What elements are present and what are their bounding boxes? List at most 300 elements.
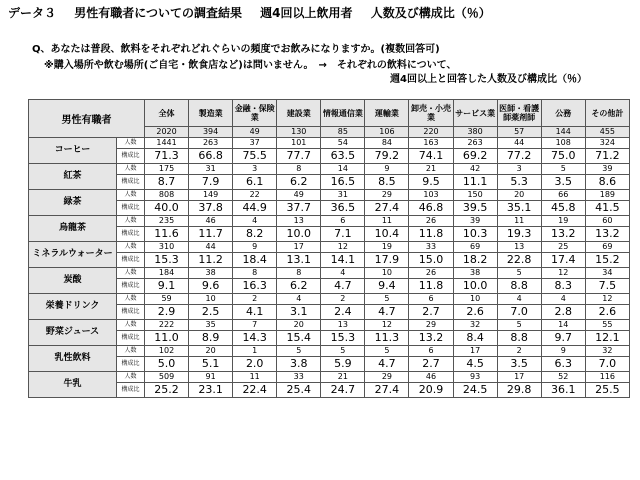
pct-cell: 2.7 <box>409 305 453 320</box>
pct-cell: 3.1 <box>277 305 321 320</box>
pct-label: 構成比 <box>117 149 145 164</box>
count-cell: 4 <box>541 294 585 305</box>
question-line-1: Q、あなたは普段、飲料をそれぞれどれぐらいの頻度でお飲みになりますか。(複数回答可) <box>32 44 440 55</box>
total-cell: 394 <box>189 127 233 138</box>
count-cell: 39 <box>585 164 629 175</box>
total-cell: 57 <box>497 127 541 138</box>
table-row <box>29 383 630 398</box>
table-row <box>29 305 630 320</box>
count-cell: 6 <box>321 216 365 227</box>
count-cell: 17 <box>453 346 497 357</box>
pct-cell: 63.5 <box>321 149 365 164</box>
count-cell: 9 <box>365 164 409 175</box>
pct-label: 構成比 <box>117 305 145 320</box>
column-header: 医師・看護師薬剤師 <box>497 100 541 127</box>
table-row <box>29 242 630 253</box>
count-cell: 32 <box>453 320 497 331</box>
pct-cell: 13.2 <box>585 227 629 242</box>
table-row <box>29 190 630 201</box>
column-header: 運輸業 <box>365 100 409 127</box>
pct-cell: 37.8 <box>189 201 233 216</box>
pct-cell: 8.7 <box>145 175 189 190</box>
pct-cell: 22.4 <box>233 383 277 398</box>
count-label: 人数 <box>117 164 145 175</box>
pct-cell: 36.1 <box>541 383 585 398</box>
count-cell: 2 <box>233 294 277 305</box>
count-label: 人数 <box>117 294 145 305</box>
title-unit: 人数及び構成比（％） <box>370 6 491 20</box>
count-cell: 46 <box>409 372 453 383</box>
count-label: 人数 <box>117 138 145 149</box>
count-cell: 93 <box>453 372 497 383</box>
pct-cell: 7.0 <box>585 357 629 372</box>
pct-cell: 7.5 <box>585 279 629 294</box>
pct-cell: 15.3 <box>145 253 189 268</box>
table-row <box>29 294 630 305</box>
count-cell: 26 <box>409 268 453 279</box>
pct-cell: 4.7 <box>365 305 409 320</box>
count-cell: 10 <box>453 294 497 305</box>
count-cell: 17 <box>497 372 541 383</box>
count-cell: 1441 <box>145 138 189 149</box>
count-cell: 12 <box>585 294 629 305</box>
pct-cell: 8.3 <box>541 279 585 294</box>
count-cell: 14 <box>321 164 365 175</box>
count-cell: 13 <box>321 320 365 331</box>
column-header: 金融・保険業 <box>233 100 277 127</box>
column-header: 公務 <box>541 100 585 127</box>
table-row <box>29 175 630 190</box>
count-cell: 32 <box>585 346 629 357</box>
beverage-name: 烏龍茶 <box>29 216 117 242</box>
count-cell: 4 <box>277 294 321 305</box>
count-cell: 5 <box>497 320 541 331</box>
count-cell: 310 <box>145 242 189 253</box>
pct-cell: 8.9 <box>189 331 233 346</box>
count-cell: 108 <box>541 138 585 149</box>
table-row <box>29 268 630 279</box>
count-cell: 39 <box>453 216 497 227</box>
pct-cell: 5.0 <box>145 357 189 372</box>
pct-cell: 71.3 <box>145 149 189 164</box>
count-cell: 91 <box>189 372 233 383</box>
count-cell: 54 <box>321 138 365 149</box>
count-cell: 33 <box>409 242 453 253</box>
total-cell: 106 <box>365 127 409 138</box>
count-cell: 60 <box>585 216 629 227</box>
count-cell: 13 <box>497 242 541 253</box>
count-cell: 10 <box>189 294 233 305</box>
pct-cell: 36.5 <box>321 201 365 216</box>
count-cell: 11 <box>233 372 277 383</box>
pct-cell: 17.9 <box>365 253 409 268</box>
count-cell: 8 <box>277 268 321 279</box>
count-cell: 163 <box>409 138 453 149</box>
count-cell: 29 <box>409 320 453 331</box>
pct-cell: 45.8 <box>541 201 585 216</box>
results-table <box>28 99 630 398</box>
pct-cell: 3.5 <box>541 175 585 190</box>
pct-cell: 40.0 <box>145 201 189 216</box>
count-cell: 103 <box>409 190 453 201</box>
pct-cell: 24.5 <box>453 383 497 398</box>
pct-cell: 11.8 <box>409 227 453 242</box>
total-cell: 380 <box>453 127 497 138</box>
count-label: 人数 <box>117 372 145 383</box>
pct-cell: 77.7 <box>277 149 321 164</box>
pct-cell: 11.6 <box>145 227 189 242</box>
pct-cell: 13.2 <box>541 227 585 242</box>
pct-cell: 10.0 <box>453 279 497 294</box>
count-cell: 29 <box>365 190 409 201</box>
count-cell: 5 <box>541 164 585 175</box>
pct-cell: 75.5 <box>233 149 277 164</box>
pct-cell: 7.9 <box>189 175 233 190</box>
pct-cell: 8.2 <box>233 227 277 242</box>
count-cell: 235 <box>145 216 189 227</box>
table-row <box>29 216 630 227</box>
title-sub: 週4回以上飲用者 <box>260 6 353 20</box>
count-cell: 263 <box>189 138 233 149</box>
pct-cell: 14.3 <box>233 331 277 346</box>
pct-cell: 12.1 <box>585 331 629 346</box>
column-header: 卸売・小売業 <box>409 100 453 127</box>
count-cell: 19 <box>365 242 409 253</box>
pct-cell: 15.0 <box>409 253 453 268</box>
pct-cell: 2.6 <box>453 305 497 320</box>
count-label: 人数 <box>117 268 145 279</box>
table-row <box>29 164 630 175</box>
pct-label: 構成比 <box>117 279 145 294</box>
pct-cell: 8.5 <box>365 175 409 190</box>
table-row <box>29 149 630 164</box>
beverage-name: 紅茶 <box>29 164 117 190</box>
count-cell: 59 <box>145 294 189 305</box>
count-cell: 12 <box>541 268 585 279</box>
pct-cell: 2.8 <box>541 305 585 320</box>
count-cell: 46 <box>189 216 233 227</box>
pct-cell: 6.2 <box>277 175 321 190</box>
column-header: 情報通信業 <box>321 100 365 127</box>
pct-cell: 2.9 <box>145 305 189 320</box>
total-cell: 220 <box>409 127 453 138</box>
pct-cell: 4.7 <box>321 279 365 294</box>
pct-cell: 8.6 <box>585 175 629 190</box>
count-cell: 33 <box>277 372 321 383</box>
pct-label: 構成比 <box>117 331 145 346</box>
count-cell: 38 <box>453 268 497 279</box>
count-label: 人数 <box>117 320 145 331</box>
pct-cell: 6.1 <box>233 175 277 190</box>
pct-cell: 25.5 <box>585 383 629 398</box>
pct-label: 構成比 <box>117 175 145 190</box>
pct-cell: 11.2 <box>189 253 233 268</box>
count-cell: 509 <box>145 372 189 383</box>
pct-label: 構成比 <box>117 227 145 242</box>
pct-cell: 11.0 <box>145 331 189 346</box>
count-cell: 11 <box>365 216 409 227</box>
table-corner-label: 男性有職者 <box>29 100 145 138</box>
count-cell: 150 <box>453 190 497 201</box>
total-cell: 85 <box>321 127 365 138</box>
count-cell: 184 <box>145 268 189 279</box>
count-label: 人数 <box>117 346 145 357</box>
count-cell: 12 <box>365 320 409 331</box>
pct-cell: 4.7 <box>365 357 409 372</box>
count-cell: 20 <box>277 320 321 331</box>
title-main: 男性有職者についての調査結果 <box>74 6 242 20</box>
count-cell: 25 <box>541 242 585 253</box>
table-row <box>29 279 630 294</box>
count-cell: 222 <box>145 320 189 331</box>
pct-cell: 3.8 <box>277 357 321 372</box>
count-cell: 8 <box>277 164 321 175</box>
table-row <box>29 201 630 216</box>
total-cell: 130 <box>277 127 321 138</box>
pct-cell: 8.8 <box>497 331 541 346</box>
beverage-name: 栄養ドリンク <box>29 294 117 320</box>
pct-cell: 7.0 <box>497 305 541 320</box>
pct-cell: 11.8 <box>409 279 453 294</box>
count-cell: 20 <box>189 346 233 357</box>
count-cell: 8 <box>233 268 277 279</box>
beverage-name: 牛乳 <box>29 372 117 398</box>
count-cell: 5 <box>277 346 321 357</box>
count-cell: 5 <box>497 268 541 279</box>
beverage-name: ミネラルウォーター <box>29 242 117 268</box>
count-cell: 20 <box>497 190 541 201</box>
pct-cell: 2.7 <box>409 357 453 372</box>
pct-cell: 5.1 <box>189 357 233 372</box>
pct-cell: 19.3 <box>497 227 541 242</box>
pct-cell: 5.9 <box>321 357 365 372</box>
count-cell: 37 <box>233 138 277 149</box>
count-cell: 149 <box>189 190 233 201</box>
pct-cell: 23.1 <box>189 383 233 398</box>
total-cell: 2020 <box>145 127 189 138</box>
table-row <box>29 138 630 149</box>
pct-cell: 6.3 <box>541 357 585 372</box>
pct-cell: 3.5 <box>497 357 541 372</box>
beverage-name: コーヒー <box>29 138 117 164</box>
pct-cell: 15.3 <box>321 331 365 346</box>
pct-cell: 27.4 <box>365 383 409 398</box>
column-header: その他計 <box>585 100 629 127</box>
count-cell: 1 <box>233 346 277 357</box>
count-cell: 9 <box>541 346 585 357</box>
table-row <box>29 357 630 372</box>
count-cell: 42 <box>453 164 497 175</box>
question-line-3: 週4回以上と回答した人数及び構成比（％） <box>390 74 587 85</box>
pct-cell: 25.2 <box>145 383 189 398</box>
beverage-name: 炭酸 <box>29 268 117 294</box>
count-cell: 3 <box>497 164 541 175</box>
pct-cell: 13.2 <box>409 331 453 346</box>
count-cell: 13 <box>277 216 321 227</box>
count-label: 人数 <box>117 216 145 227</box>
count-cell: 175 <box>145 164 189 175</box>
count-cell: 6 <box>409 346 453 357</box>
pct-cell: 9.7 <box>541 331 585 346</box>
pct-cell: 39.5 <box>453 201 497 216</box>
pct-cell: 6.2 <box>277 279 321 294</box>
table-row <box>29 320 630 331</box>
pct-cell: 17.4 <box>541 253 585 268</box>
total-cell: 144 <box>541 127 585 138</box>
count-cell: 31 <box>321 190 365 201</box>
count-cell: 3 <box>233 164 277 175</box>
pct-cell: 13.1 <box>277 253 321 268</box>
pct-cell: 75.0 <box>541 149 585 164</box>
table-row <box>29 253 630 268</box>
pct-cell: 16.5 <box>321 175 365 190</box>
column-header: 建設業 <box>277 100 321 127</box>
count-label: 人数 <box>117 190 145 201</box>
table-row <box>29 227 630 242</box>
count-cell: 808 <box>145 190 189 201</box>
pct-cell: 2.5 <box>189 305 233 320</box>
beverage-name: 野菜ジュース <box>29 320 117 346</box>
pct-cell: 7.1 <box>321 227 365 242</box>
pct-cell: 79.2 <box>365 149 409 164</box>
pct-cell: 29.8 <box>497 383 541 398</box>
pct-cell: 41.5 <box>585 201 629 216</box>
count-cell: 116 <box>585 372 629 383</box>
count-cell: 34 <box>585 268 629 279</box>
pct-cell: 22.8 <box>497 253 541 268</box>
pct-cell: 4.5 <box>453 357 497 372</box>
pct-cell: 9.4 <box>365 279 409 294</box>
count-cell: 66 <box>541 190 585 201</box>
pct-cell: 4.1 <box>233 305 277 320</box>
pct-cell: 9.1 <box>145 279 189 294</box>
count-cell: 69 <box>453 242 497 253</box>
pct-cell: 11.1 <box>453 175 497 190</box>
pct-cell: 46.8 <box>409 201 453 216</box>
count-cell: 49 <box>277 190 321 201</box>
count-cell: 189 <box>585 190 629 201</box>
pct-cell: 9.5 <box>409 175 453 190</box>
count-cell: 4 <box>233 216 277 227</box>
pct-cell: 35.1 <box>497 201 541 216</box>
count-cell: 10 <box>365 268 409 279</box>
header-row <box>29 100 630 127</box>
pct-label: 構成比 <box>117 253 145 268</box>
title-label: データ３ <box>8 6 57 20</box>
count-cell: 12 <box>321 242 365 253</box>
count-cell: 4 <box>321 268 365 279</box>
total-cell: 455 <box>585 127 629 138</box>
count-cell: 38 <box>189 268 233 279</box>
count-cell: 31 <box>189 164 233 175</box>
pct-cell: 11.7 <box>189 227 233 242</box>
count-cell: 29 <box>365 372 409 383</box>
count-cell: 5 <box>365 294 409 305</box>
total-cell: 49 <box>233 127 277 138</box>
pct-cell: 37.7 <box>277 201 321 216</box>
pct-label: 構成比 <box>117 383 145 398</box>
pct-cell: 18.4 <box>233 253 277 268</box>
pct-cell: 24.7 <box>321 383 365 398</box>
count-cell: 102 <box>145 346 189 357</box>
count-cell: 5 <box>365 346 409 357</box>
pct-cell: 15.2 <box>585 253 629 268</box>
count-cell: 7 <box>233 320 277 331</box>
question-line-2: ※購入場所や飲む場所(ご自宅・飲食店など)は問いません。 → それぞれの飲料について、 <box>44 60 457 71</box>
count-cell: 17 <box>277 242 321 253</box>
count-cell: 4 <box>497 294 541 305</box>
count-cell: 11 <box>497 216 541 227</box>
pct-cell: 74.1 <box>409 149 453 164</box>
pct-label: 構成比 <box>117 201 145 216</box>
column-header: 全体 <box>145 100 189 127</box>
pct-cell: 2.0 <box>233 357 277 372</box>
pct-cell: 44.9 <box>233 201 277 216</box>
pct-cell: 10.0 <box>277 227 321 242</box>
count-cell: 35 <box>189 320 233 331</box>
count-cell: 2 <box>497 346 541 357</box>
pct-cell: 10.4 <box>365 227 409 242</box>
count-cell: 324 <box>585 138 629 149</box>
pct-cell: 27.4 <box>365 201 409 216</box>
pct-cell: 25.4 <box>277 383 321 398</box>
count-cell: 19 <box>541 216 585 227</box>
table-row <box>29 331 630 346</box>
count-cell: 52 <box>541 372 585 383</box>
beverage-name: 乳性飲料 <box>29 346 117 372</box>
count-cell: 6 <box>409 294 453 305</box>
pct-cell: 71.2 <box>585 149 629 164</box>
column-header: サービス業 <box>453 100 497 127</box>
pct-cell: 9.6 <box>189 279 233 294</box>
pct-cell: 18.2 <box>453 253 497 268</box>
table-row <box>29 372 630 383</box>
pct-cell: 8.8 <box>497 279 541 294</box>
count-cell: 84 <box>365 138 409 149</box>
pct-cell: 10.3 <box>453 227 497 242</box>
pct-cell: 2.4 <box>321 305 365 320</box>
count-cell: 22 <box>233 190 277 201</box>
count-cell: 44 <box>497 138 541 149</box>
count-cell: 69 <box>585 242 629 253</box>
pct-cell: 14.1 <box>321 253 365 268</box>
table-row <box>29 346 630 357</box>
pct-cell: 69.2 <box>453 149 497 164</box>
column-header: 製造業 <box>189 100 233 127</box>
count-label: 人数 <box>117 242 145 253</box>
pct-cell: 77.2 <box>497 149 541 164</box>
count-cell: 263 <box>453 138 497 149</box>
pct-cell: 11.3 <box>365 331 409 346</box>
pct-cell: 16.3 <box>233 279 277 294</box>
count-cell: 5 <box>321 346 365 357</box>
count-cell: 2 <box>321 294 365 305</box>
document-title <box>8 4 505 21</box>
pct-cell: 8.4 <box>453 331 497 346</box>
count-cell: 14 <box>541 320 585 331</box>
pct-label: 構成比 <box>117 357 145 372</box>
count-cell: 9 <box>233 242 277 253</box>
count-cell: 21 <box>321 372 365 383</box>
count-cell: 21 <box>409 164 453 175</box>
pct-cell: 5.3 <box>497 175 541 190</box>
count-cell: 44 <box>189 242 233 253</box>
beverage-name: 緑茶 <box>29 190 117 216</box>
count-cell: 55 <box>585 320 629 331</box>
pct-cell: 15.4 <box>277 331 321 346</box>
pct-cell: 66.8 <box>189 149 233 164</box>
pct-cell: 2.6 <box>585 305 629 320</box>
